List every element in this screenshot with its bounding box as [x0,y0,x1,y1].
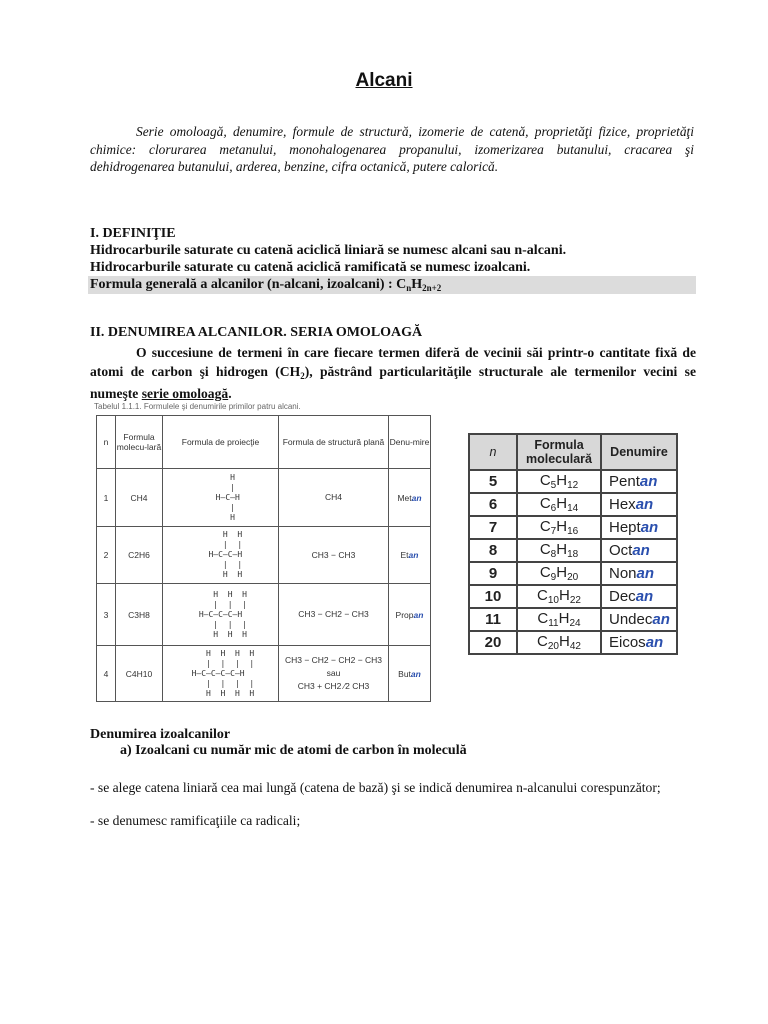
cell-name: Heptan [601,516,677,539]
intro-paragraph: Serie omoloagă, denumire, formule de structură, izomerie de catenă, proprietăţi fizice, proprietăţi chimice: clorurarea metanului, monohalogenarea propanului, izomerizarea butanului, cracarea şi dehidrogenarea butanului, arderea, benzine, cifra octanică, putere calorică. [90,124,694,174]
cell-formula: $C_7H_{16}$ [517,516,601,539]
table-caption-fragment: Tabelul 1.1.1. Formulele şi denumirile primilor patru alcani. [94,402,301,411]
cell-name: Pentan [601,470,677,493]
cell-formula: $C_{20}H_{42}$ [517,631,601,654]
col-header-name: Denumire [601,434,677,470]
cell-formula: $C_5H_{12}$ [517,470,601,493]
table-header-row [469,434,677,470]
cell-projection: H | H—C—H | H [163,469,279,527]
cell-name: Etan [389,527,431,584]
cell-name: Decan [601,585,677,608]
cell-name: Undecan [601,608,677,631]
col-header-formula: Formula moleculară [517,434,601,470]
definition-line-izoalcani: Hidrocarburile saturate cu catenă aciclică ramificată se numesc izoalcani. [90,260,531,275]
table-row [469,516,677,539]
cell-n: 7 [469,516,517,539]
table-row [97,469,431,527]
cell-n: 6 [469,493,517,516]
table-row [97,584,431,646]
serie-omoloaga-paragraph: O succesiune de termeni în care fiecare termen diferă de vecinii săi printr-o cantitate fixă de atomi de carbon şi hidrogen $(CH_2)$, păstrând particularităţile structurale ale termenilor vecini se numeşte serie omoloagă. [90,345,696,401]
cell-formula: $C_9H_{20}$ [517,562,601,585]
cell-formula: C3H8 [116,584,163,646]
cell-plan: CH3 − CH2 − CH3 [279,584,389,646]
cell-n: 4 [97,646,116,702]
cell-name: Nonan [601,562,677,585]
cell-n: 11 [469,608,517,631]
cell-name: Octan [601,539,677,562]
cell-n: 8 [469,539,517,562]
alkanes-names-table [468,433,678,655]
cell-formula: C2H6 [116,527,163,584]
cell-n: 20 [469,631,517,654]
table-row [97,646,431,702]
table-row [469,562,677,585]
col-header-n: n [97,416,116,469]
table-row [469,608,677,631]
cell-n: 2 [97,527,116,584]
col-header-formula: Formula molecu-lară [116,416,163,469]
cell-n: 5 [469,470,517,493]
table-row [97,527,431,584]
cell-name: Hexan [601,493,677,516]
cell-plan: CH3 − CH2 − CH2 − CH3 sau CH3 + CH2 ⁄2 CH3 [279,646,389,702]
subheading-izoalcani-a: a) Izoalcani cu număr mic de atomi de carbon în moleculă [120,743,467,758]
rule-line-1: - se alege catena liniară cea mai lungă (catena de bază) şi se indică denumirea n-alcanului corespunzător; [90,780,661,795]
cell-name: Metan [389,469,431,527]
col-header-name: Denu-mire [389,416,431,469]
cell-name: Propan [389,584,431,646]
page-title: Alcani [355,70,413,91]
table-row [469,631,677,654]
cell-formula: $C_{10}H_{22}$ [517,585,601,608]
table-row [469,585,677,608]
cell-formula: C4H10 [116,646,163,702]
cell-projection: H H H H | | | | H—C—C—C—C—H | | | | H H H H [163,646,279,702]
cell-plan: CH4 [279,469,389,527]
alkanes-projection-table [96,415,431,702]
table-row [469,493,677,516]
cell-name: Butan [389,646,431,702]
section-heading-izoalcani: Denumirea izoalcanilor [90,727,231,742]
cell-n: 3 [97,584,116,646]
cell-formula: $C_{11}H_{24}$ [517,608,601,631]
section-heading-definition: I. DEFINIŢIE [90,226,176,241]
cell-n: 9 [469,562,517,585]
cell-formula: $C_8H_{18}$ [517,539,601,562]
section-heading-denumire: II. DENUMIREA ALCANILOR. SERIA OMOLOAGĂ [90,325,423,340]
col-header-projection: Formula de proiecţie [163,416,279,469]
table-row [469,539,677,562]
col-header-n: n [469,434,517,470]
general-formula-bar [88,276,696,294]
col-header-plan: Formula de structură plană [279,416,389,469]
cell-name: Eicosan [601,631,677,654]
general-formula-text: Formula generală a alcanilor (n-alcani, izoalcani) : $C_nH_{2n+2}$ [90,277,442,293]
table-header-row [97,416,431,469]
cell-plan: CH3 − CH3 [279,527,389,584]
alkanes-projection-table-figure [94,402,434,698]
cell-projection: H H H | | | H—C—C—C—H | | | H H H [163,584,279,646]
cell-n: 1 [97,469,116,527]
cell-formula: CH4 [116,469,163,527]
cell-n: 10 [469,585,517,608]
cell-projection: H H | | H—C—C—H | | H H [163,527,279,584]
table-row [469,470,677,493]
serie-omoloaga-term: serie omoloagă [141,386,229,401]
rule-line-2: - se denumesc ramificaţiile ca radicali; [90,813,301,828]
cell-formula: $C_6H_{14}$ [517,493,601,516]
definition-line-alcani: Hidrocarburile saturate cu catenă aciclică liniară se numesc alcani sau n-alcani. [90,243,567,258]
